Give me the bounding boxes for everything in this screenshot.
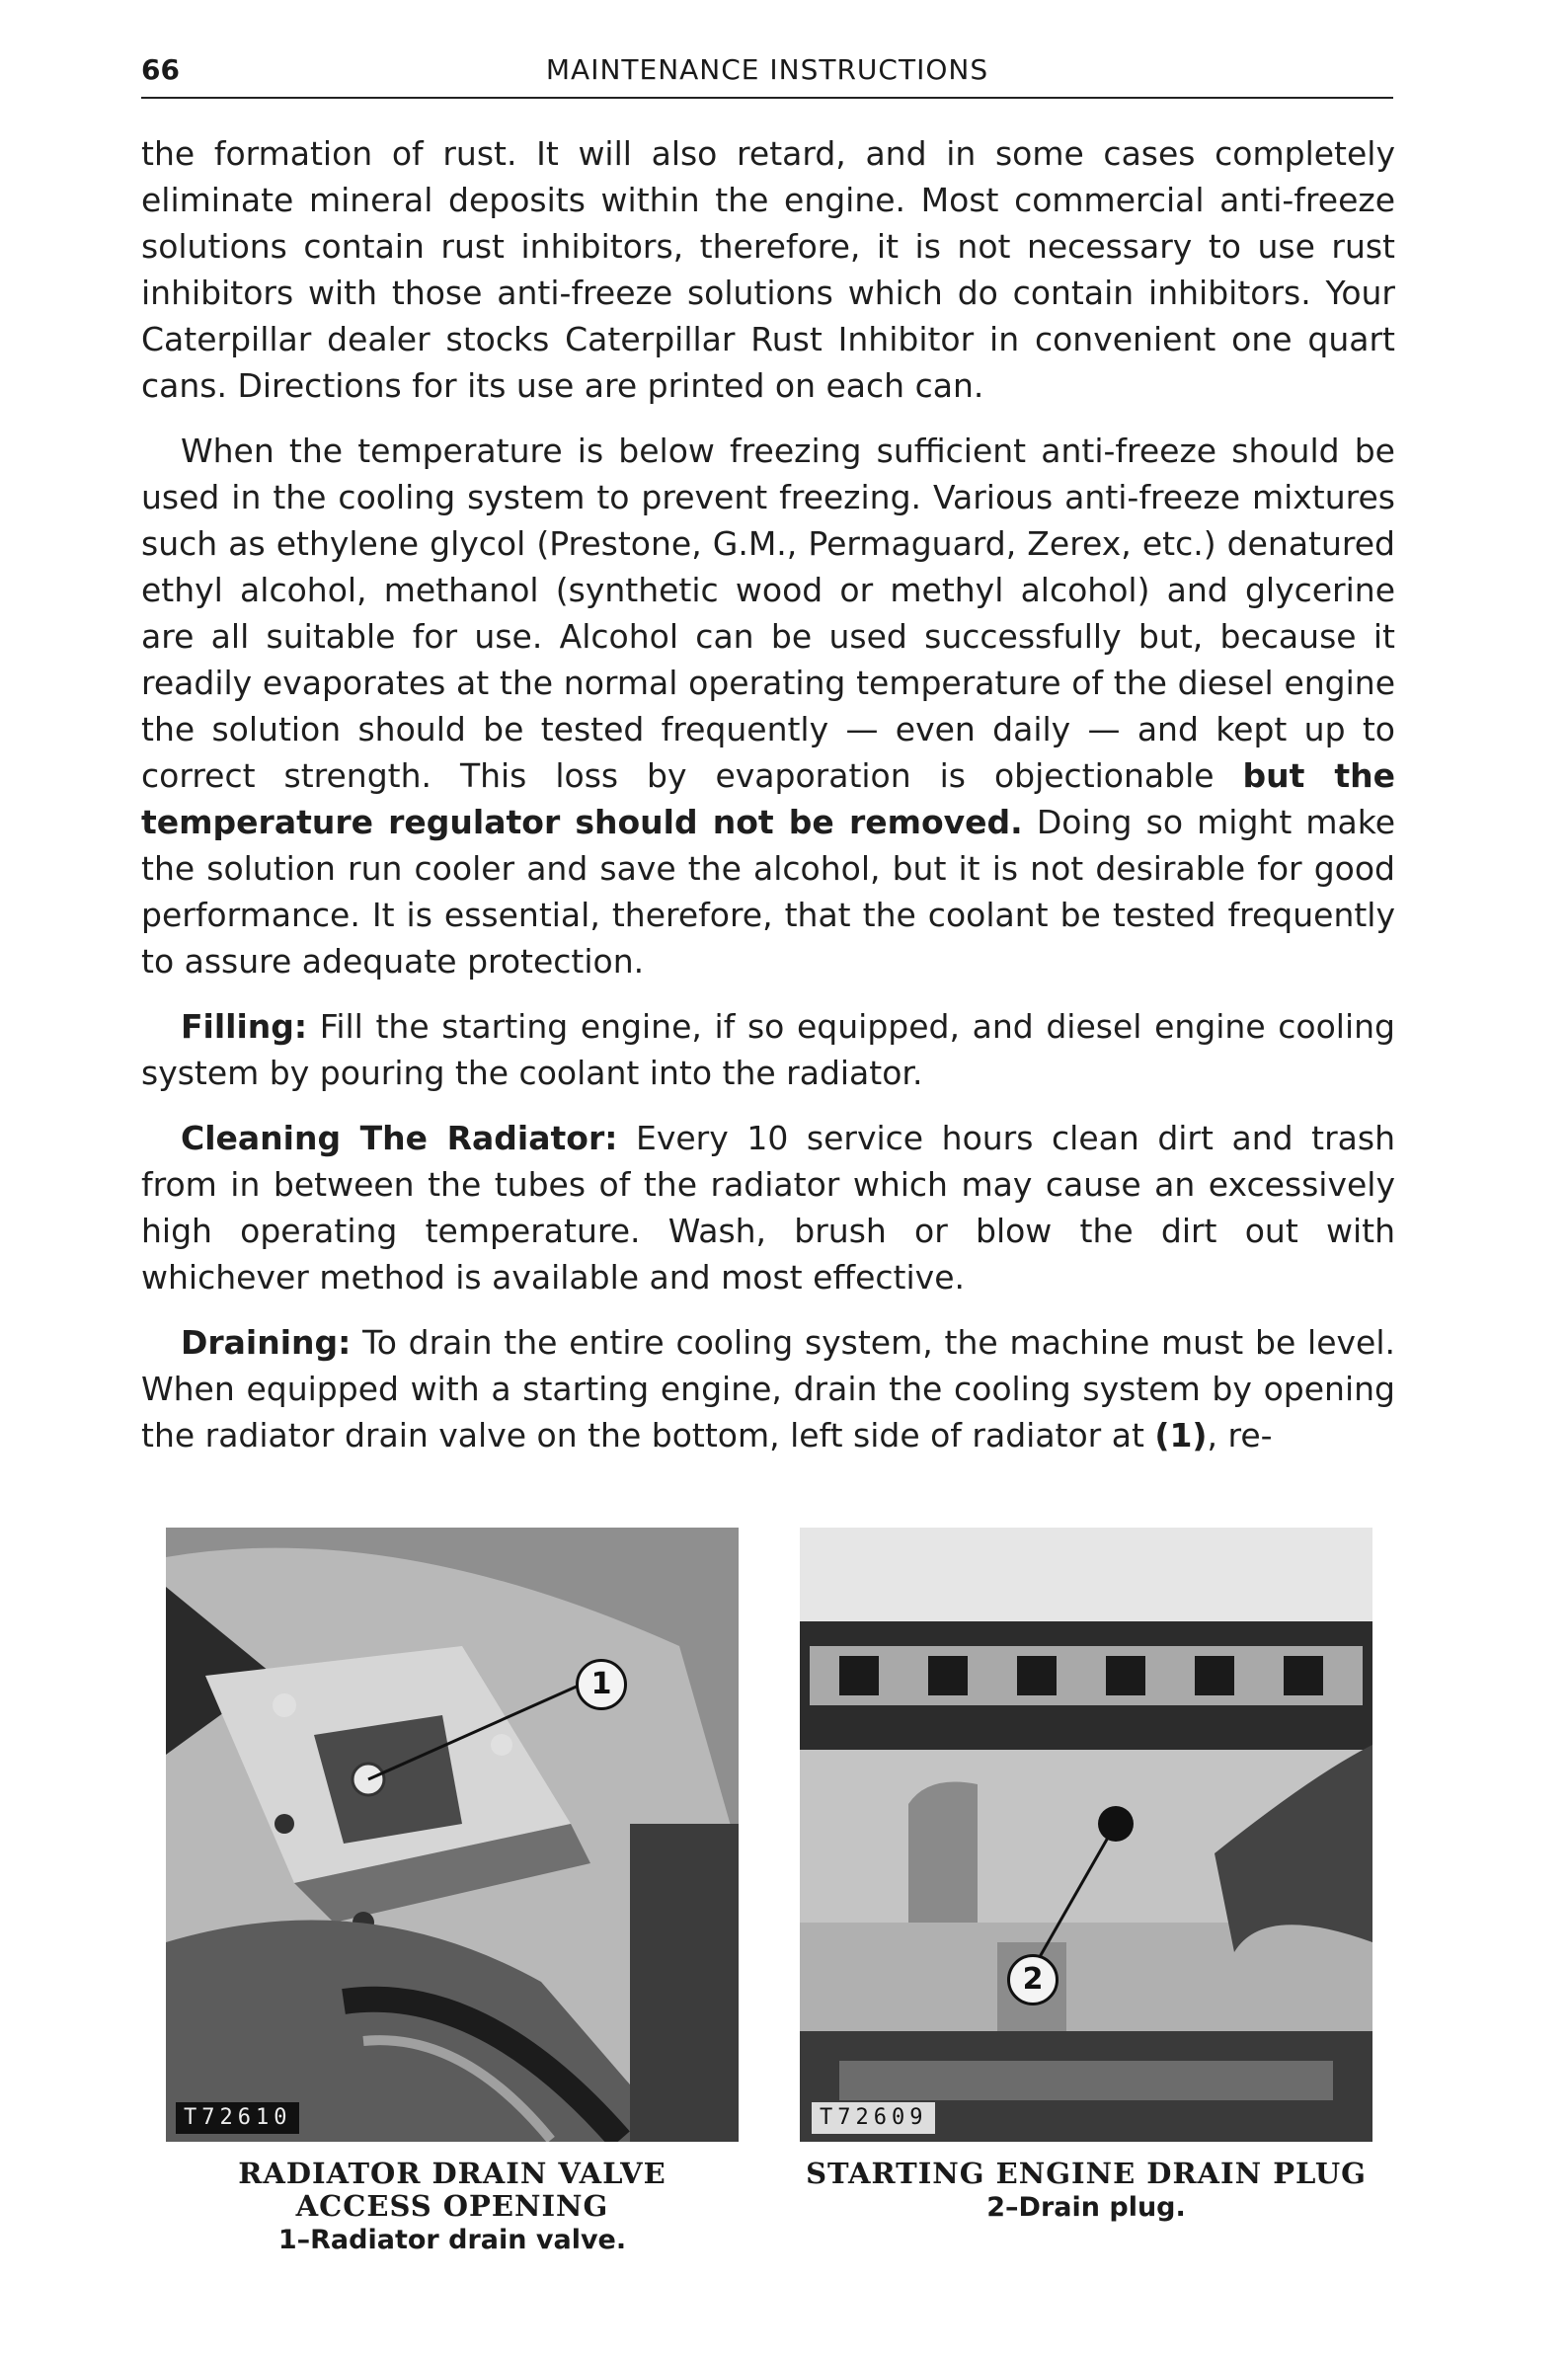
filling-heading: Filling:: [181, 1007, 308, 1046]
cleaning-heading: Cleaning The Radiator:: [181, 1119, 618, 1157]
caption-title: STARTING ENGINE DRAIN PLUG: [806, 2157, 1367, 2190]
paragraph-cleaning: [141, 1115, 1395, 1300]
page-header: [141, 51, 1393, 99]
caption-title: RADIATOR DRAIN VALVE ACCESS OPENING: [238, 2157, 666, 2223]
paragraph-filling: [141, 1003, 1395, 1096]
draining-text: To drain the entire cooling system, the machine must be level. When equipped with a starting engine, drain the cooling system by opening the radiator drain valve on the bottom, left side of radiator at: [141, 1323, 1395, 1454]
antifreeze-text-b: Doing so might make the solution run cooler and save the alcohol, but it is not desirable for good performance. It is essential, therefore, that the coolant be tested frequently to assure adequate protection.: [141, 803, 1396, 981]
photo-number: T72610: [176, 2102, 299, 2134]
starting-engine-drain-photo: [800, 1528, 1372, 2142]
figure-caption-2: [800, 2158, 1372, 2226]
caption-legend: 1–Radiator drain valve.: [277, 2225, 627, 2255]
antifreeze-text-a: When the temperature is below freezing sufficient anti-freeze should be used in the cooling system to prevent freezing. Various anti-freeze mixtures such as ethylene glycol (Prestone, G.M., Permaguard, Zerex, etc.) denatured ethyl alcohol, methanol (synthetic wood or methyl alcohol) and glycerine are all suitable for use. Alcohol can be used successfully but, because it readily evaporates at the normal operating temperature of the diesel engine the solution should be tested frequently — even daily — and kept up to correct strength. This loss by evaporation is objectionable: [141, 432, 1395, 795]
radiator-drain-photo: [166, 1528, 739, 2142]
figure-caption-1: [166, 2158, 739, 2258]
callout-1: 1: [576, 1659, 627, 1710]
antifreeze-warning: but the temperature regulator should not be removed.: [141, 756, 1395, 841]
radiator-photo-illustration: [166, 1528, 739, 2142]
starting-engine-photo-illustration: [800, 1528, 1372, 2142]
draining-end: , re-: [1207, 1416, 1273, 1454]
running-head: MAINTENANCE INSTRUCTIONS: [545, 53, 989, 86]
filling-text: Fill the starting engine, if so equipped, and diesel engine cooling system by pouring the coolant into the radiator.: [141, 1007, 1395, 1092]
paragraph-antifreeze: [141, 428, 1395, 984]
paragraph-draining: [141, 1319, 1395, 1458]
callout-2: 2: [1007, 1954, 1058, 2005]
photo-number: T72609: [812, 2102, 935, 2134]
page-number: 66: [141, 53, 180, 86]
paragraph-rust: the formation of rust. It will also retard, and in some cases completely eliminate mineral deposits within the engine. Most commercial anti-freeze solutions contain rust inhibitors, therefore, it is not necessary to use rust inhibitors with those anti-freeze solutions which do contain inhibitors. Your Caterpillar dealer stocks Caterpillar Rust Inhibitor in convenient one quart cans. Directions for its use are printed on each can.: [141, 134, 1395, 405]
draining-heading: Draining:: [181, 1323, 352, 1362]
cleaning-text: Every 10 service hours clean dirt and trash from in between the tubes of the radiator which may cause an excessively high operating temperature. Wash, brush or blow the dirt out with whichever method is available and most effective.: [141, 1119, 1395, 1297]
draining-reference: (1): [1154, 1416, 1208, 1454]
body-text: [141, 130, 1395, 1477]
caption-legend: 2–Drain plug.: [986, 2192, 1186, 2223]
